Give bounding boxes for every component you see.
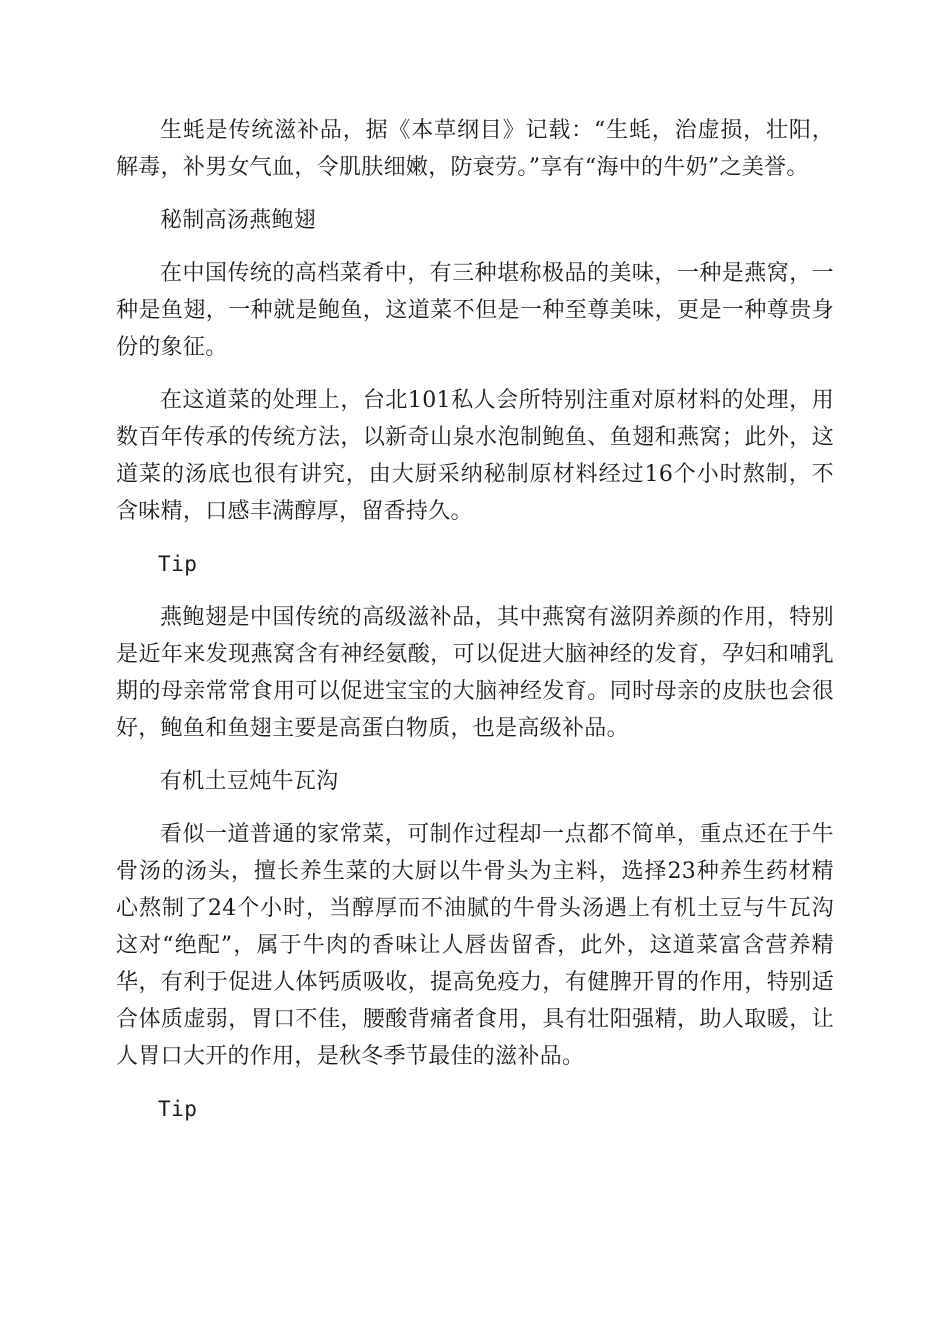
tip-label-2: Tip [158, 1097, 198, 1121]
paragraph-delicacies: 在中国传统的高档菜肴中，有三种堪称极品的美味，一种是燕窝，一种是鱼翅，一种就是鲍鱼，这道菜不但是一种至尊美味，更是一种尊贵身份的象征。 [116, 261, 834, 360]
document-body [116, 112, 834, 1144]
section-heading-potato-beef: 有机土豆炖牛瓦沟 [160, 769, 339, 794]
paragraph-preparation: 在这道菜的处理上，台北101私人会所特别注重对原材料的处理，用数百年传承的传统方法，以新奇山泉水泡制鲍鱼、鱼翅和燕窝；此外，这道菜的汤底也很有讲究，由大厨采纳秘制原材料经过16个小时熬制，不含味精，口感丰满醇厚，留香持久。 [116, 388, 834, 524]
section-heading-abalone-shark-fin: 秘制高汤燕鲍翅 [160, 208, 317, 233]
paragraph-nutrition: 燕鲍翅是中国传统的高级滋补品，其中燕窝有滋阴养颜的作用，特别是近年来发现燕窝含有神经氨酸，可以促进大脑神经的发育，孕妇和哺乳期的母亲常常食用可以促进宝宝的大脑神经发育。同时母亲的皮肤也会很好，鲍鱼和鱼翅主要是高蛋白物质，也是高级补品。 [116, 605, 834, 741]
paragraph-beef-soup: 看似一道普通的家常菜，可制作过程却一点都不简单，重点还在于牛骨汤的汤头，擅长养生菜的大厨以牛骨头为主料，选择23种养生药材精心熬制了24个小时，当醇厚而不油腻的牛骨头汤遇上有机土豆与牛瓦沟这对“绝配”，属于牛肉的香味让人唇齿留香，此外，这道菜富含营养精华，有利于促进人体钙质吸收，提高免疫力，有健脾开胃的作用，特别适合体质虚弱，胃口不佳，腰酸背痛者食用，具有壮阳强精，助人取暖，让人胃口大开的作用，是秋冬季节最佳的滋补品。 [116, 822, 834, 1069]
paragraph-oyster-intro: 生蚝是传统滋补品，据《本草纲目》记载：“生蚝，治虚损，壮阳，解毒，补男女气血，令肌肤细嫩，防衰劳。”享有“海中的牛奶”之美誉。 [116, 118, 834, 180]
tip-label: Tip [158, 552, 198, 576]
